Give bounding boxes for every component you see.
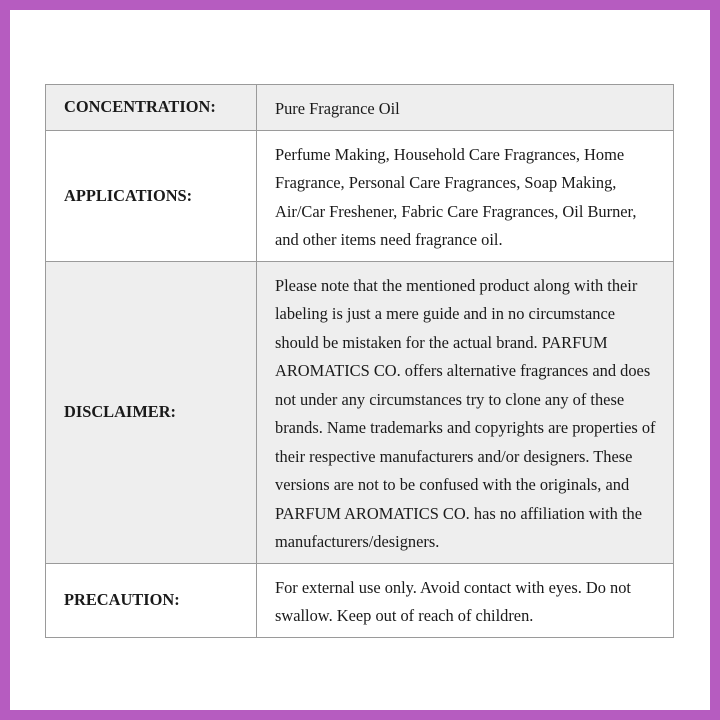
- disclaimer-value: [257, 262, 674, 564]
- precaution-value: [257, 564, 674, 638]
- concentration-text: Pure Fragrance Oil: [275, 98, 400, 118]
- applications-label: APPLICATIONS:: [46, 131, 257, 262]
- precaution-text: For external use only. Avoid contact with eyes. Do not swallow. Keep out of reach of children.: [275, 577, 631, 625]
- image-frame: [10, 10, 710, 710]
- table-row-disclaimer: [46, 262, 674, 564]
- table-row-applications: [46, 131, 674, 262]
- product-spec-table: [45, 84, 674, 638]
- table-row-concentration: [46, 85, 674, 131]
- precaution-label: PRECAUTION:: [46, 564, 257, 638]
- concentration-label: CONCENTRATION:: [46, 85, 257, 131]
- applications-text: Perfume Making, Household Care Fragrances, Home Fragrance, Personal Care Fragrances, Soap Making, Air/Car Freshener, Fabric Care Fragrances, Oil Burner, and other items need fragrance oil.: [275, 144, 637, 249]
- disclaimer-text: Please note that the mentioned product along with their labeling is just a mere guide and in no circumstance should be mistaken for the actual brand. PARFUM AROMATICS CO. offers alternative fragrances and does not under any circumstances try to clone any of these brands. Name trademarks and copyrights are properties of their respective manufacturers and/or designers. These versions are not to be confused with the originals, and PARFUM AROMATICS CO. has no affiliation with the manufacturers/designers.: [275, 275, 656, 551]
- concentration-value: [257, 85, 674, 131]
- disclaimer-label: DISCLAIMER:: [46, 262, 257, 564]
- applications-value: [257, 131, 674, 262]
- table-row-precaution: [46, 564, 674, 638]
